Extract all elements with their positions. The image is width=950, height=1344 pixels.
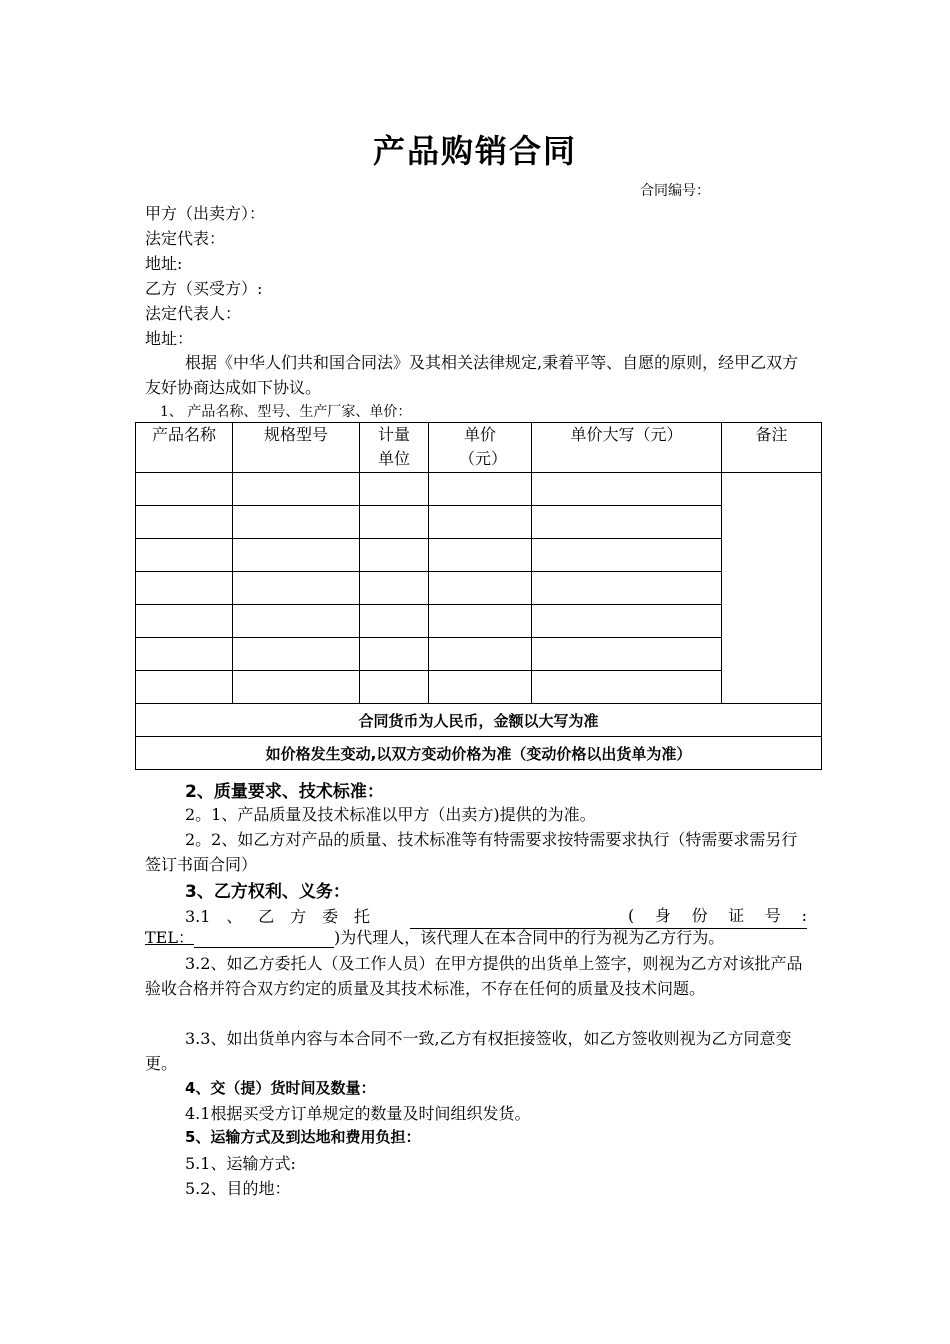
header-product-name: 产品名称 bbox=[136, 423, 233, 473]
id-text: : bbox=[801, 906, 807, 925]
clause-text: 乙 bbox=[258, 907, 275, 926]
header-unit-price: 单价（元） bbox=[429, 423, 532, 473]
table-cell[interactable] bbox=[136, 572, 233, 605]
table-cell[interactable] bbox=[360, 638, 429, 671]
table-cell[interactable] bbox=[360, 572, 429, 605]
header-unit: 计量单位 bbox=[360, 423, 429, 473]
table-cell[interactable] bbox=[360, 539, 429, 572]
table-row bbox=[136, 539, 822, 572]
header-spec-model: 规格型号 bbox=[233, 423, 360, 473]
table-cell[interactable] bbox=[233, 473, 360, 506]
table-row bbox=[136, 506, 822, 539]
clause-number: 3.1 bbox=[185, 907, 211, 926]
intro-paragraph: 根据《中华人们共和国合同法》及其相关法律规定,秉着平等、自愿的原则，经甲乙双方友好协商达成如下协议。 bbox=[145, 353, 799, 397]
section2-title: 2、质量要求、技术标准： bbox=[185, 782, 384, 802]
table-row bbox=[136, 572, 822, 605]
section5-p2: 5.2、目的地： bbox=[185, 1179, 291, 1198]
table-cell[interactable] bbox=[136, 539, 233, 572]
table-cell[interactable] bbox=[360, 506, 429, 539]
table-header-row bbox=[136, 423, 822, 473]
table-row bbox=[136, 638, 822, 671]
table-cell[interactable] bbox=[532, 506, 722, 539]
table-cell[interactable] bbox=[532, 473, 722, 506]
table-row bbox=[136, 671, 822, 704]
table-cell[interactable] bbox=[532, 671, 722, 704]
id-text: 号 bbox=[764, 906, 781, 925]
table-cell[interactable] bbox=[233, 539, 360, 572]
table-cell[interactable] bbox=[233, 638, 360, 671]
section5-title: 5、运输方式及到达地和费用负担： bbox=[185, 1128, 421, 1146]
section1-title: 1、 产品名称、型号、生产厂家、单价： bbox=[160, 404, 412, 420]
table-cell[interactable] bbox=[360, 671, 429, 704]
table-cell[interactable] bbox=[532, 539, 722, 572]
section3-p3: 3.3、如出货单内容与本合同不一致,乙方有权拒接签收，如乙方签收则视为乙方同意变更。 bbox=[145, 1029, 792, 1073]
tel-blank[interactable] bbox=[194, 931, 334, 948]
table-cell[interactable] bbox=[233, 506, 360, 539]
id-number-label bbox=[622, 903, 807, 929]
id-text: 身 bbox=[654, 906, 671, 925]
party-b-representative: 法定代表人： bbox=[145, 304, 242, 323]
section5-p1: 5.1、运输方式: bbox=[185, 1154, 296, 1173]
agent-statement: )为代理人，该代理人在本合同中的行为视为乙方行为。 bbox=[333, 928, 725, 947]
contract-number-label: 合同编号： bbox=[640, 183, 710, 199]
table-cell[interactable] bbox=[360, 605, 429, 638]
section3-p1-line2 bbox=[145, 928, 724, 948]
table-cell[interactable] bbox=[136, 473, 233, 506]
section3-title: 3、乙方权利、义务： bbox=[185, 882, 350, 902]
table-cell[interactable] bbox=[136, 671, 233, 704]
delegate-clause bbox=[145, 904, 370, 929]
header-price-in-words: 单价大写（元） bbox=[532, 423, 722, 473]
table-cell[interactable] bbox=[233, 671, 360, 704]
table-cell[interactable] bbox=[532, 638, 722, 671]
delegate-name-blank[interactable] bbox=[410, 910, 622, 929]
section2-p2: 2。2、如乙方对产品的质量、技术标准等有特需要求按特需要求执行（特需要求需另行签订书面合同） bbox=[145, 830, 798, 874]
header-remarks: 备注 bbox=[722, 423, 822, 473]
section4-p1: 4.1根据买受方订单规定的数量及时间组织发货。 bbox=[185, 1104, 531, 1123]
table-cell[interactable] bbox=[429, 506, 532, 539]
party-b-address: 地址： bbox=[145, 329, 194, 348]
id-text: ( bbox=[628, 906, 635, 925]
table-cell[interactable] bbox=[429, 638, 532, 671]
table-cell[interactable] bbox=[136, 506, 233, 539]
table-cell[interactable] bbox=[233, 572, 360, 605]
party-a-label: 甲方（出卖方）： bbox=[145, 204, 266, 223]
clause-text: 委 bbox=[322, 907, 339, 926]
table-cell[interactable] bbox=[532, 572, 722, 605]
table-cell[interactable] bbox=[429, 539, 532, 572]
table-cell[interactable] bbox=[429, 473, 532, 506]
party-a-representative: 法定代表： bbox=[145, 229, 226, 248]
remarks-cell[interactable] bbox=[722, 473, 822, 704]
clause-text: 方 bbox=[290, 907, 307, 926]
table-cell[interactable] bbox=[429, 671, 532, 704]
section3-p2: 3.2、如乙方委托人（及工作人员）在甲方提供的出货单上签字，则视为乙方对该批产品验收合格并符合双方约定的质量及其技术标准，不存在任何的质量及技术问题。 bbox=[145, 954, 803, 998]
party-b-label: 乙方（买受方）: bbox=[145, 279, 263, 298]
table-cell[interactable] bbox=[360, 473, 429, 506]
id-text: 证 bbox=[728, 906, 745, 925]
product-table bbox=[135, 422, 822, 770]
clause-text: 托 bbox=[353, 907, 370, 926]
section2-p1: 2。1、产品质量及技术标准以甲方（出卖方)提供的为准。 bbox=[185, 805, 596, 824]
table-cell[interactable] bbox=[136, 605, 233, 638]
table-row bbox=[136, 605, 822, 638]
clause-text: 、 bbox=[226, 907, 243, 926]
price-change-note: 如价格发生变动,以双方变动价格为准（变动价格以出货单为准） bbox=[136, 737, 822, 770]
currency-note: 合同货币为人民币，金额以大写为准 bbox=[136, 704, 822, 737]
table-cell[interactable] bbox=[429, 605, 532, 638]
table-cell[interactable] bbox=[233, 605, 360, 638]
tel-label: TEL： bbox=[145, 928, 194, 947]
id-text: 份 bbox=[691, 906, 708, 925]
price-note-row bbox=[136, 737, 822, 770]
table-cell[interactable] bbox=[429, 572, 532, 605]
section3-p1-line1 bbox=[145, 903, 807, 929]
table-row bbox=[136, 473, 822, 506]
table-cell[interactable] bbox=[136, 638, 233, 671]
party-a-address: 地址: bbox=[145, 254, 183, 273]
table-cell[interactable] bbox=[532, 605, 722, 638]
section4-title: 4、交（提）货时间及数量： bbox=[185, 1079, 376, 1097]
currency-note-row bbox=[136, 704, 822, 737]
page-title: 产品购销合同 bbox=[372, 132, 577, 170]
